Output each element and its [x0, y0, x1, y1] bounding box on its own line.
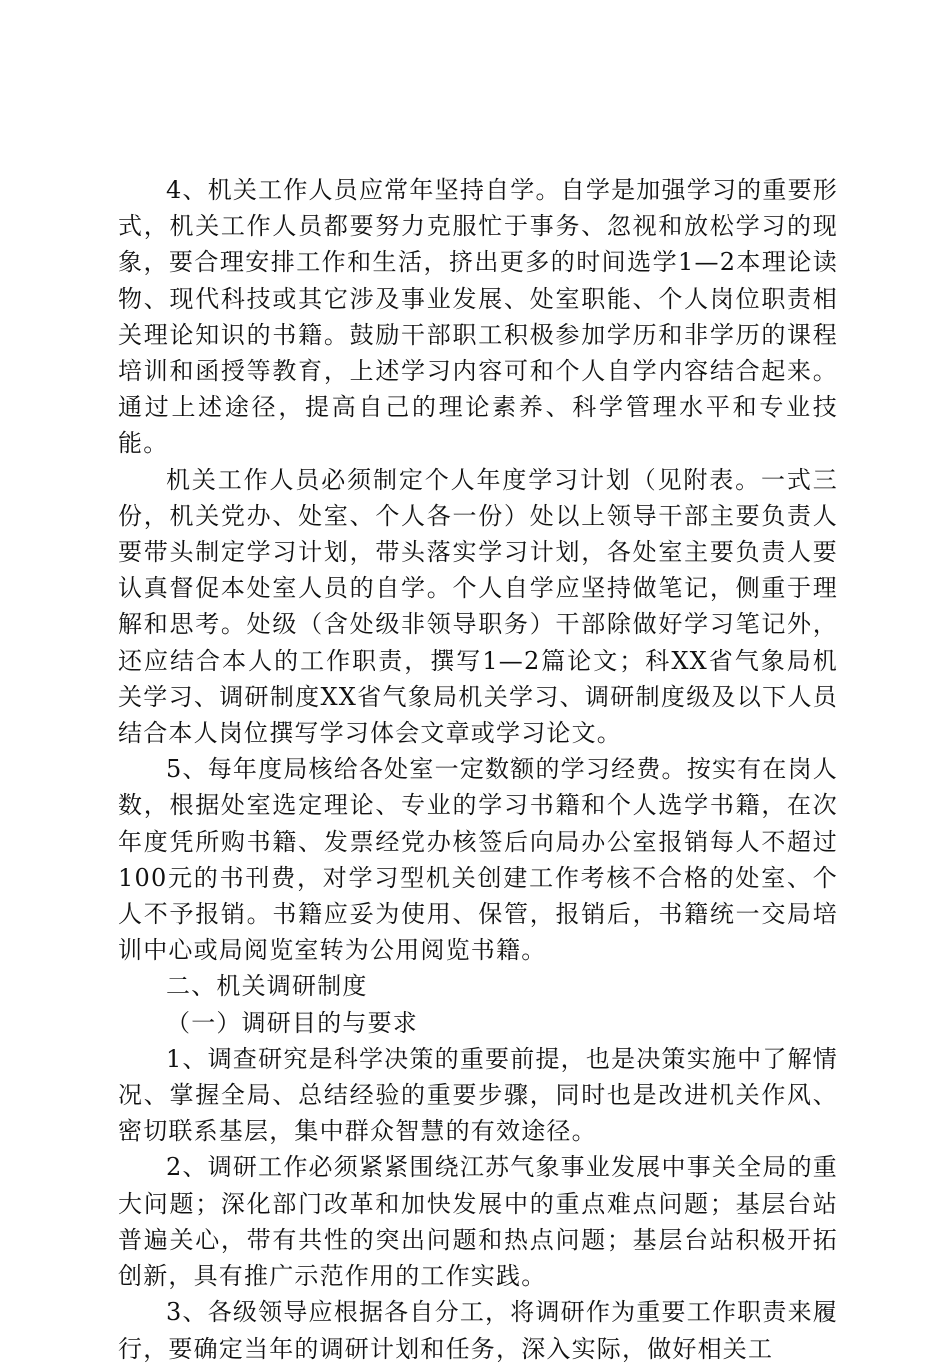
paragraph-research-item-2: 2、调研工作必须紧紧围绕江苏气象事业发展中事关全局的重大问题；深化部门改革和加快发展中的重点难点问题；基层台站普遍关心，带有共性的突出问题和热点问题；基层台站积极开拓创新，具有推广示范作用的工作实践。	[118, 1153, 838, 1291]
paragraph-research-item-3: 3、各级领导应根据各自分工，将调研作为重要工作职责来履行，要确定当年的调研计划和任务，深入实际，做好相关工	[118, 1298, 838, 1363]
section-heading-research-system: 二、机关调研制度	[166, 972, 368, 1001]
paragraph-self-study: 4、机关工作人员应常年坚持自学。自学是加强学习的重要形式，机关工作人员都要努力克服忙于事务、忽视和放松学习的现象，要合理安排工作和生活，挤出更多的时间选学1—2本理论读物、现代科技或其它涉及事业发展、处室职能、个人岗位职责相关理论知识的书籍。鼓励干部职工积极参加学历和非学历的课程培训和函授等教育，上述学习内容可和个人自学内容结合起来。通过上述途径，提高自己的理论素养、科学管理水平和专业技能。	[118, 176, 838, 458]
paragraph-study-plan: 机关工作人员必须制定个人年度学习计划（见附表。一式三份，机关党办、处室、个人各一份）处以上领导干部主要负责人要带头制定学习计划，带头落实学习计划，各处室主要负责人要认真督促本处室人员的自学。个人自学应坚持做笔记，侧重于理解和思考。处级（含处级非领导职务）干部除做好学习笔记外，还应结合本人的工作职责，撰写1—2篇论文；科XX省气象局机关学习、调研制度XX省气象局机关学习、调研制度级及以下人员结合本人岗位撰写学习体会文章或学习论文。	[118, 465, 838, 748]
document-body	[118, 172, 838, 1367]
paragraph-study-funds: 5、每年度局核给各处室一定数额的学习经费。按实有在岗人数，根据处室选定理论、专业的学习书籍和个人选学书籍，在次年度凭所购书籍、发票经党办核签后向局办公室报销每人不超过100元的书刊费，对学习型机关创建工作考核不合格的处室、个人不予报销。书籍应妥为使用、保管，报销后，书籍统一交局培训中心或局阅览室转为公用阅览书籍。	[118, 755, 838, 965]
paragraph-research-item-1: 1、调查研究是科学决策的重要前提，也是决策实施中了解情况、掌握全局、总结经验的重要步骤，同时也是改进机关作风、密切联系基层，集中群众智慧的有效途径。	[118, 1044, 838, 1146]
subsection-heading-research-goals: （一）调研目的与要求	[166, 1008, 418, 1037]
